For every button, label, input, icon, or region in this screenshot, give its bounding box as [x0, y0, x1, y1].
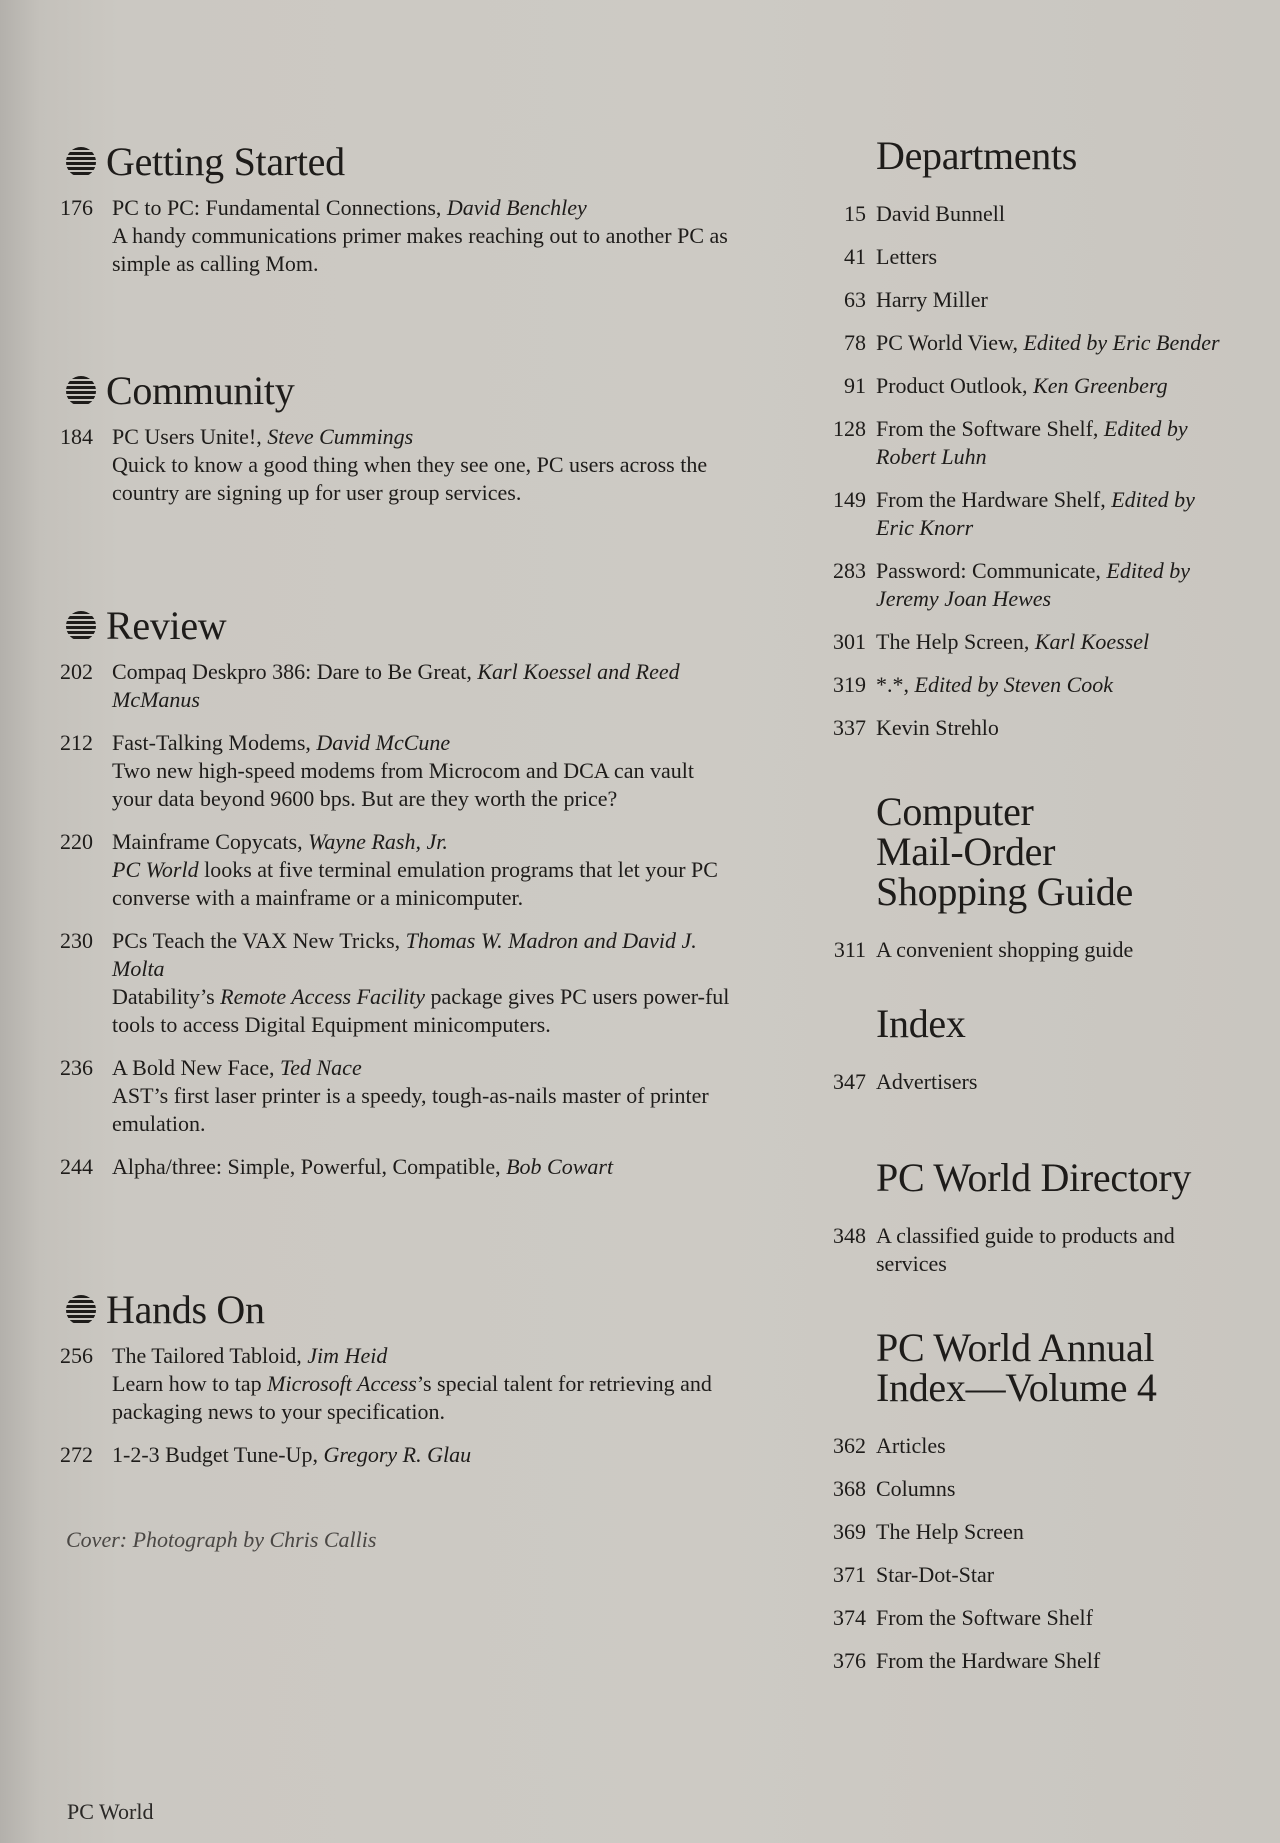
item-text: Articles — [876, 1433, 946, 1458]
page-number: 283 — [833, 558, 866, 583]
article-title: The Tailored Tabloid, — [112, 1343, 302, 1368]
section-title — [876, 789, 1228, 914]
page-number: 347 — [833, 1069, 866, 1094]
section-header — [56, 367, 736, 415]
list-item — [828, 415, 1228, 471]
product-name: Remote Access Facility — [220, 984, 425, 1009]
title-line: Computer — [876, 789, 1034, 834]
section-title: PC World Directory — [876, 1155, 1192, 1200]
article-description — [112, 856, 736, 912]
list-item — [828, 1561, 1228, 1589]
item-text: David Bunnell — [876, 201, 1005, 226]
toc-entry — [56, 1441, 736, 1469]
item-text: From the Hardware Shelf — [876, 1648, 1101, 1673]
section-title: Review — [106, 603, 227, 648]
section-directory — [828, 1155, 1228, 1278]
page-number: 41 — [844, 244, 866, 269]
list-item — [828, 1647, 1228, 1675]
title-line: Shopping Guide — [876, 869, 1133, 914]
section-header — [56, 1286, 736, 1334]
item-author: Edited by Eric Bender — [1023, 330, 1220, 355]
page-number: 244 — [60, 1154, 93, 1179]
toc-entry — [56, 1153, 736, 1181]
description-text: looks at five terminal emulation programs that let your PC converse with a mainframe or a minicomputer. — [112, 857, 718, 910]
list-item — [828, 936, 1228, 964]
section-annual-index — [828, 1325, 1228, 1675]
toc-entry — [56, 194, 736, 278]
page-number: 78 — [844, 330, 866, 355]
item-text: Product Outlook, — [876, 373, 1028, 398]
page-number: 256 — [60, 1343, 93, 1368]
section-getting-started — [56, 138, 736, 278]
item-text: PC World View, — [876, 330, 1018, 355]
page-number: 371 — [833, 1562, 866, 1587]
page-number: 184 — [60, 424, 93, 449]
article-description: Two new high-speed modems from Microcom and DCA can vault your data beyond 9600 bps. But are they worth the price? — [112, 758, 694, 811]
toc-entry — [56, 423, 736, 507]
description-text: package gives PC users power-ful tools to access Digital Equipment minicomputers. — [112, 984, 730, 1037]
article-title: Mainframe Copycats, — [112, 829, 303, 854]
item-text: Advertisers — [876, 1069, 978, 1094]
article-author: Thomas W. Madron and David J. Molta — [112, 928, 697, 981]
list-item — [828, 1222, 1228, 1278]
item-author: Edited by Jeremy Joan Hewes — [876, 558, 1191, 611]
article-title: Fast-Talking Modems, — [112, 730, 311, 755]
striped-bullet-icon — [66, 1295, 96, 1325]
list-item — [828, 1518, 1228, 1546]
page-footer: PC World — [67, 1799, 154, 1824]
section-header — [56, 138, 736, 186]
section-title: Community — [106, 368, 295, 413]
page-number: 212 — [60, 730, 93, 755]
article-description: A handy communications primer makes reaching out to another PC as simple as calling Mom. — [112, 223, 728, 276]
article-title: PC Users Unite!, — [112, 424, 262, 449]
item-author: Edited by Robert Luhn — [876, 416, 1188, 469]
description-text: Learn how to tap — [112, 1371, 268, 1396]
toc-entry — [56, 927, 736, 1039]
list-item — [828, 1604, 1228, 1632]
article-description — [112, 983, 736, 1039]
page-number: 376 — [833, 1648, 866, 1673]
item-text: Harry Miller — [876, 287, 988, 312]
item-author: Edited by Eric Knorr — [876, 487, 1195, 540]
item-text: Kevin Strehlo — [876, 715, 999, 740]
item-text: The Help Screen, — [876, 629, 1030, 654]
cover-credit: Cover: Photograph by Chris Callis — [66, 1527, 377, 1552]
article-author: David Benchley — [446, 195, 587, 220]
list-item — [828, 1475, 1228, 1503]
section-title — [876, 1325, 1228, 1410]
description-text: Datability’s — [112, 984, 221, 1009]
list-item — [828, 628, 1228, 656]
article-author: Steve Cummings — [267, 424, 414, 449]
page-number: 202 — [60, 659, 93, 684]
article-author: Bob Cowart — [506, 1154, 614, 1179]
list-item — [828, 714, 1228, 742]
item-author: Karl Koessel — [1034, 629, 1150, 654]
title-line: Mail-Order — [876, 829, 1056, 874]
page-number: 368 — [833, 1476, 866, 1501]
section-header — [56, 602, 736, 650]
item-text: *.*, — [876, 672, 909, 697]
article-title: Alpha/three: Simple, Powerful, Compatible, — [112, 1154, 501, 1179]
list-item — [828, 1068, 1228, 1096]
section-hands-on — [56, 1286, 736, 1469]
item-text: From the Software Shelf, — [876, 416, 1099, 441]
description-text: ’s special talent for retrieving and packaging news to your specification. — [112, 1371, 712, 1424]
article-description: AST’s first laser printer is a speedy, tough-as-nails master of printer emulation. — [112, 1083, 709, 1136]
left-column — [56, 138, 736, 1484]
page-number: 311 — [833, 937, 866, 962]
list-item — [828, 286, 1228, 314]
publication-name: PC World — [112, 857, 199, 882]
page-number: 348 — [833, 1223, 866, 1248]
article-title: PC to PC: Fundamental Connections, — [112, 195, 442, 220]
page-number: 374 — [833, 1605, 866, 1630]
article-author: Wayne Rash, Jr. — [308, 829, 448, 854]
page-number: 369 — [833, 1519, 866, 1544]
article-title: Compaq Deskpro 386: Dare to Be Great, — [112, 659, 472, 684]
item-text: From the Software Shelf — [876, 1605, 1093, 1630]
item-text: Letters — [876, 244, 938, 269]
article-author: Jim Heid — [307, 1343, 388, 1368]
list-item — [828, 372, 1228, 400]
section-review — [56, 602, 736, 1181]
article-title: A Bold New Face, — [112, 1055, 275, 1080]
article-title: PCs Teach the VAX New Tricks, — [112, 928, 401, 953]
page-number: 220 — [60, 829, 93, 854]
item-text: Password: Communicate, — [876, 558, 1101, 583]
page-number: 319 — [833, 672, 866, 697]
striped-bullet-icon — [66, 611, 96, 641]
product-name: Microsoft Access — [267, 1371, 417, 1396]
page-number: 337 — [833, 715, 866, 740]
page-number: 362 — [833, 1433, 866, 1458]
page-number: 63 — [844, 287, 866, 312]
title-line: PC World Annual — [876, 1325, 1155, 1370]
article-description — [112, 1370, 736, 1426]
list-item — [828, 486, 1228, 542]
page-number: 149 — [833, 487, 866, 512]
item-author: Edited by Steven Cook — [914, 672, 1114, 697]
page-number: 128 — [833, 416, 866, 441]
page-number: 272 — [60, 1442, 93, 1467]
list-item — [828, 329, 1228, 357]
item-text: The Help Screen — [876, 1519, 1024, 1544]
section-title: Index — [876, 1001, 966, 1046]
item-text: Columns — [876, 1476, 956, 1501]
section-title: Departments — [876, 133, 1078, 178]
list-item — [828, 671, 1228, 699]
toc-entry — [56, 1342, 736, 1426]
section-community — [56, 367, 736, 507]
item-text: A classified guide to products and services — [876, 1223, 1175, 1276]
toc-entry — [56, 828, 736, 912]
page-number: 236 — [60, 1055, 93, 1080]
page-number: 15 — [844, 201, 866, 226]
toc-entry — [56, 729, 736, 813]
title-line: Index—Volume 4 — [876, 1365, 1157, 1410]
page-number: 301 — [833, 629, 866, 654]
section-title: Hands On — [106, 1287, 265, 1332]
list-item — [828, 243, 1228, 271]
page-number: 230 — [60, 928, 93, 953]
section-title: Getting Started — [106, 139, 345, 184]
page-number: 91 — [844, 373, 866, 398]
section-index — [828, 1001, 1228, 1096]
section-departments — [828, 133, 1228, 742]
item-author: Ken Greenberg — [1033, 373, 1168, 398]
toc-entry — [56, 658, 736, 714]
item-text: From the Hardware Shelf, — [876, 487, 1106, 512]
toc-entry — [56, 1054, 736, 1138]
article-title: 1-2-3 Budget Tune-Up, — [112, 1442, 318, 1467]
article-author: Ted Nace — [280, 1055, 362, 1080]
striped-bullet-icon — [66, 147, 96, 177]
section-mail-order-guide — [828, 789, 1228, 964]
article-author: David McCune — [316, 730, 451, 755]
article-description: Quick to know a good thing when they see one, PC users across the country are signing up for user group services. — [112, 452, 708, 505]
striped-bullet-icon — [66, 376, 96, 406]
right-column — [828, 133, 1228, 1690]
article-author: Karl Koessel and Reed McManus — [112, 659, 680, 712]
page-number: 176 — [60, 195, 93, 220]
item-text: A convenient shopping guide — [876, 937, 1134, 962]
article-author: Gregory R. Glau — [323, 1442, 472, 1467]
list-item — [828, 1432, 1228, 1460]
list-item — [828, 200, 1228, 228]
item-text: Star-Dot-Star — [876, 1562, 995, 1587]
list-item — [828, 557, 1228, 613]
